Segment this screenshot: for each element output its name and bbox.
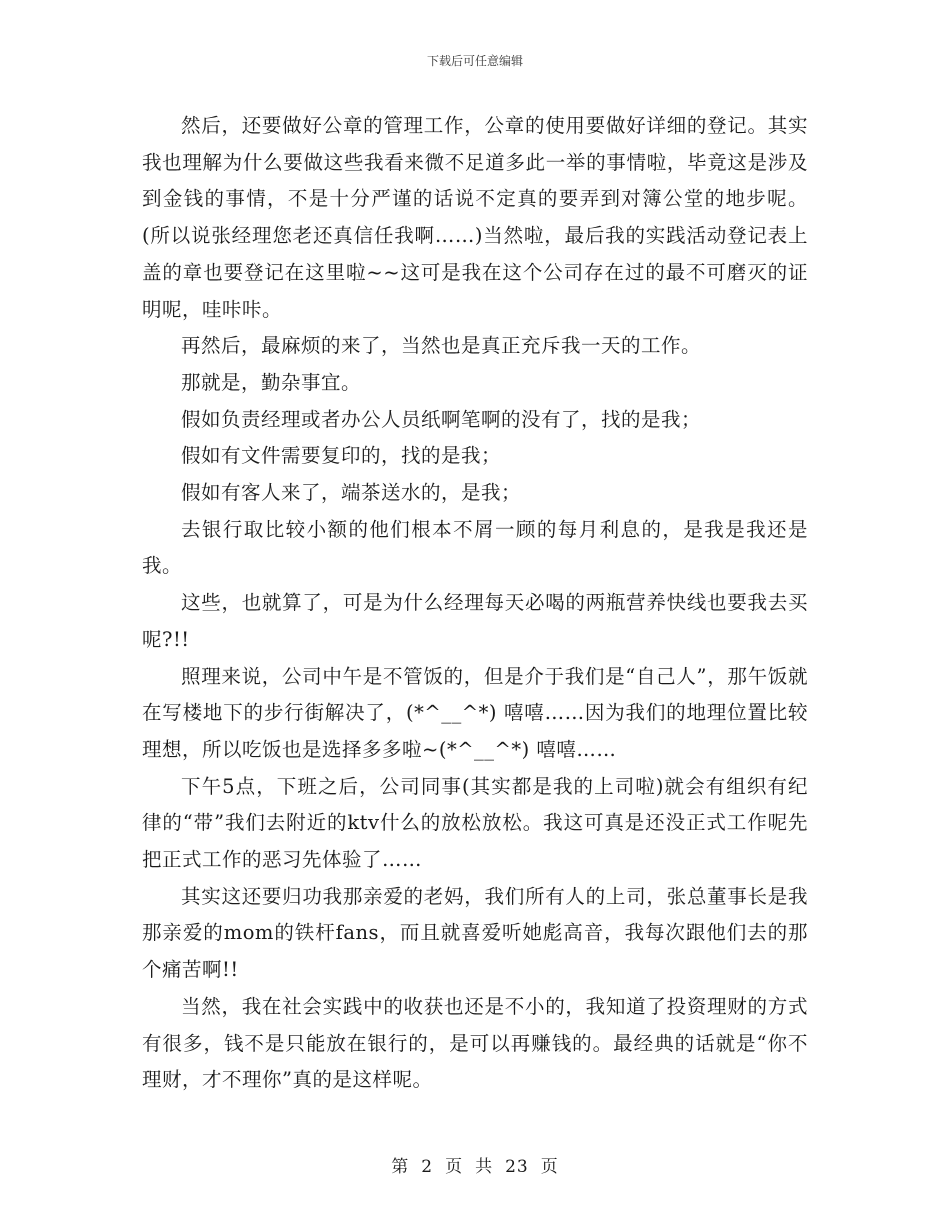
paragraph: 那就是，勤杂事宜。 [181,370,362,394]
paragraph: 再然后，最麻烦的来了，当然也是真正充斥我一天的工作。 [181,334,702,358]
paragraph: 假如有客人来了，端茶送水的，是我； [181,481,522,505]
footer-current-page: 2 [421,1157,434,1177]
footer-total-unit: 页 [540,1157,559,1177]
footer-total-pages: 23 [505,1157,529,1177]
page-header: 下载后可任意编辑 [426,54,523,68]
document-body [142,108,808,1099]
paragraph: 照理来说，公司中午是不管饭的，但是介于我们是“自己人”，那午饭就在写楼地下的步行街解决了，(*^__^*) 嘻嘻……因为我们的地理位置比较理想，所以吃饭也是选择多多啦~(*^__^*) 嘻嘻…… [142,664,808,761]
page-footer [0,1152,950,1177]
paragraph: 假如有文件需要复印的，找的是我； [181,444,502,468]
paragraph: 假如负责经理或者办公人员纸啊笔啊的没有了，找的是我； [181,407,702,431]
paragraph: 去银行取比较小额的他们根本不屑一顾的每月利息的，是我是我还是我。 [142,517,808,578]
paragraph: 这些，也就算了，可是为什么经理每天必喝的两瓶营养快线也要我去买呢?!! [142,591,808,651]
paragraph: 其实这还要归功我那亲爱的老妈，我们所有人的上司，张总董事长是我那亲爱的mom的铁杆fans，而且就喜爱听她彪高音，我每次跟他们去的那个痛苦啊!! [142,884,808,982]
footer-page-unit: 页 [445,1157,464,1177]
paragraph: 下午5点，下班之后，公司同事(其实都是我的上司啦)就会有组织有纪律的“带”我们去附近的ktv什么的放松放松。我这可真是还没正式工作呢先把正式工作的恶习先体验了…… [142,774,808,872]
paragraph: 然后，还要做好公章的管理工作，公章的使用要做好详细的登记。其实我也理解为什么要做这些我看来微不足道多此一举的事情啦，毕竟这是涉及到金钱的事情，不是十分严谨的话说不定真的要弄到对簿公堂的地步呢。(所以说张经理您老还真信任我啊……)当然啦，最后我的实践活动登记表上盖的章也要登记在这里啦~~这可是我在这个公司存在过的最不可磨灭的证明呢，哇咔咔。 [142,114,808,321]
paragraph: 当然，我在社会实践中的收获也还是不小的，我知道了投资理财的方式有很多，钱不是只能放在银行的，是可以再赚钱的。最经典的话就是“你不理财，才不理你”真的是这样呢。 [142,994,808,1092]
footer-prefix: 第 [391,1157,410,1177]
footer-total-label: 共 [475,1157,494,1177]
